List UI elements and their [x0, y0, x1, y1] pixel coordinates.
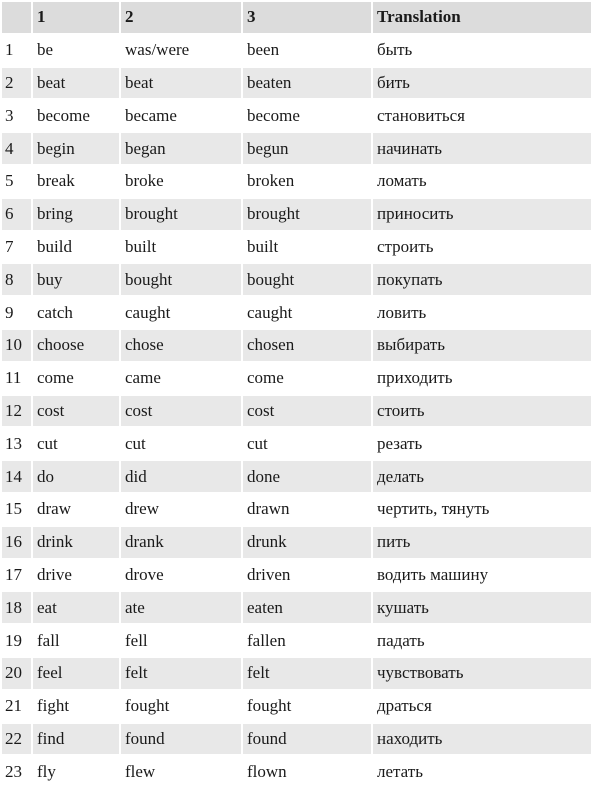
past-simple-cell: drank [121, 527, 241, 558]
past-simple-cell: began [121, 133, 241, 164]
base-form-cell: drive [33, 560, 119, 591]
past-simple-cell: fell [121, 625, 241, 656]
past-simple-cell: did [121, 461, 241, 492]
table-row [2, 199, 591, 230]
table-row [2, 100, 591, 131]
past-simple-cell: broke [121, 166, 241, 197]
table-row [2, 560, 591, 591]
past-participle-cell: fallen [243, 625, 371, 656]
past-simple-cell: chose [121, 330, 241, 361]
table-row [2, 396, 591, 427]
row-number-cell: 18 [2, 592, 31, 623]
table-row [2, 461, 591, 492]
translation-cell: летать [373, 756, 591, 787]
table-body [2, 35, 591, 787]
translation-cell: покупать [373, 264, 591, 295]
translation-cell: кушать [373, 592, 591, 623]
row-number-cell: 15 [2, 494, 31, 525]
row-number-cell: 3 [2, 100, 31, 131]
past-simple-cell: caught [121, 297, 241, 328]
row-number-cell: 20 [2, 658, 31, 689]
table-row [2, 166, 591, 197]
base-form-cell: eat [33, 592, 119, 623]
row-number-cell: 14 [2, 461, 31, 492]
base-form-cell: come [33, 363, 119, 394]
table-row [2, 494, 591, 525]
table-row [2, 527, 591, 558]
table-row [2, 658, 591, 689]
past-simple-cell: felt [121, 658, 241, 689]
translation-cell: становиться [373, 100, 591, 131]
row-number-cell: 12 [2, 396, 31, 427]
past-participle-cell: broken [243, 166, 371, 197]
past-simple-cell: came [121, 363, 241, 394]
row-number-cell: 1 [2, 35, 31, 66]
translation-cell: чертить, тянуть [373, 494, 591, 525]
past-simple-cell: flew [121, 756, 241, 787]
header-number [2, 2, 31, 33]
base-form-cell: build [33, 232, 119, 263]
table-row [2, 264, 591, 295]
past-simple-cell: ate [121, 592, 241, 623]
base-form-cell: fight [33, 691, 119, 722]
past-participle-cell: come [243, 363, 371, 394]
base-form-cell: be [33, 35, 119, 66]
past-participle-cell: cost [243, 396, 371, 427]
base-form-cell: bring [33, 199, 119, 230]
translation-cell: стоить [373, 396, 591, 427]
table-row [2, 68, 591, 99]
translation-cell: ломать [373, 166, 591, 197]
base-form-cell: break [33, 166, 119, 197]
past-participle-cell: found [243, 724, 371, 755]
translation-cell: быть [373, 35, 591, 66]
row-number-cell: 5 [2, 166, 31, 197]
past-participle-cell: brought [243, 199, 371, 230]
past-participle-cell: chosen [243, 330, 371, 361]
translation-cell: ловить [373, 297, 591, 328]
table-row [2, 133, 591, 164]
past-simple-cell: fought [121, 691, 241, 722]
header-past-participle: 3 [243, 2, 371, 33]
translation-cell: выбирать [373, 330, 591, 361]
past-simple-cell: drove [121, 560, 241, 591]
translation-cell: делать [373, 461, 591, 492]
row-number-cell: 8 [2, 264, 31, 295]
table-row [2, 232, 591, 263]
past-participle-cell: eaten [243, 592, 371, 623]
row-number-cell: 22 [2, 724, 31, 755]
table-row [2, 724, 591, 755]
base-form-cell: catch [33, 297, 119, 328]
past-simple-cell: became [121, 100, 241, 131]
past-simple-cell: bought [121, 264, 241, 295]
table-row [2, 756, 591, 787]
past-participle-cell: bought [243, 264, 371, 295]
row-number-cell: 10 [2, 330, 31, 361]
past-participle-cell: caught [243, 297, 371, 328]
translation-cell: падать [373, 625, 591, 656]
past-participle-cell: driven [243, 560, 371, 591]
base-form-cell: drink [33, 527, 119, 558]
past-participle-cell: built [243, 232, 371, 263]
header-base-form: 1 [33, 2, 119, 33]
row-number-cell: 13 [2, 428, 31, 459]
base-form-cell: do [33, 461, 119, 492]
table-row [2, 592, 591, 623]
base-form-cell: find [33, 724, 119, 755]
base-form-cell: feel [33, 658, 119, 689]
translation-cell: водить машину [373, 560, 591, 591]
row-number-cell: 19 [2, 625, 31, 656]
translation-cell: приходить [373, 363, 591, 394]
past-participle-cell: felt [243, 658, 371, 689]
past-simple-cell: brought [121, 199, 241, 230]
translation-cell: резать [373, 428, 591, 459]
past-participle-cell: done [243, 461, 371, 492]
translation-cell: начинать [373, 133, 591, 164]
base-form-cell: cost [33, 396, 119, 427]
past-simple-cell: beat [121, 68, 241, 99]
past-participle-cell: become [243, 100, 371, 131]
past-simple-cell: drew [121, 494, 241, 525]
past-participle-cell: flown [243, 756, 371, 787]
past-participle-cell: been [243, 35, 371, 66]
row-number-cell: 23 [2, 756, 31, 787]
base-form-cell: begin [33, 133, 119, 164]
past-simple-cell: found [121, 724, 241, 755]
row-number-cell: 2 [2, 68, 31, 99]
table-row [2, 330, 591, 361]
past-simple-cell: cost [121, 396, 241, 427]
translation-cell: драться [373, 691, 591, 722]
header-row [2, 2, 591, 33]
row-number-cell: 16 [2, 527, 31, 558]
row-number-cell: 11 [2, 363, 31, 394]
table-header [2, 2, 591, 33]
translation-cell: чувствовать [373, 658, 591, 689]
base-form-cell: fly [33, 756, 119, 787]
row-number-cell: 6 [2, 199, 31, 230]
past-simple-cell: cut [121, 428, 241, 459]
past-simple-cell: built [121, 232, 241, 263]
past-participle-cell: cut [243, 428, 371, 459]
base-form-cell: draw [33, 494, 119, 525]
table-row [2, 625, 591, 656]
row-number-cell: 17 [2, 560, 31, 591]
past-participle-cell: drunk [243, 527, 371, 558]
table-row [2, 297, 591, 328]
translation-cell: пить [373, 527, 591, 558]
base-form-cell: become [33, 100, 119, 131]
table-row [2, 691, 591, 722]
translation-cell: строить [373, 232, 591, 263]
translation-cell: приносить [373, 199, 591, 230]
translation-cell: бить [373, 68, 591, 99]
base-form-cell: choose [33, 330, 119, 361]
row-number-cell: 21 [2, 691, 31, 722]
past-participle-cell: drawn [243, 494, 371, 525]
base-form-cell: cut [33, 428, 119, 459]
base-form-cell: fall [33, 625, 119, 656]
past-participle-cell: begun [243, 133, 371, 164]
table-row [2, 363, 591, 394]
header-past-simple: 2 [121, 2, 241, 33]
past-participle-cell: fought [243, 691, 371, 722]
translation-cell: находить [373, 724, 591, 755]
table-row [2, 428, 591, 459]
past-simple-cell: was/were [121, 35, 241, 66]
row-number-cell: 9 [2, 297, 31, 328]
header-translation: Translation [373, 2, 591, 33]
table-row [2, 35, 591, 66]
row-number-cell: 4 [2, 133, 31, 164]
base-form-cell: buy [33, 264, 119, 295]
row-number-cell: 7 [2, 232, 31, 263]
base-form-cell: beat [33, 68, 119, 99]
past-participle-cell: beaten [243, 68, 371, 99]
